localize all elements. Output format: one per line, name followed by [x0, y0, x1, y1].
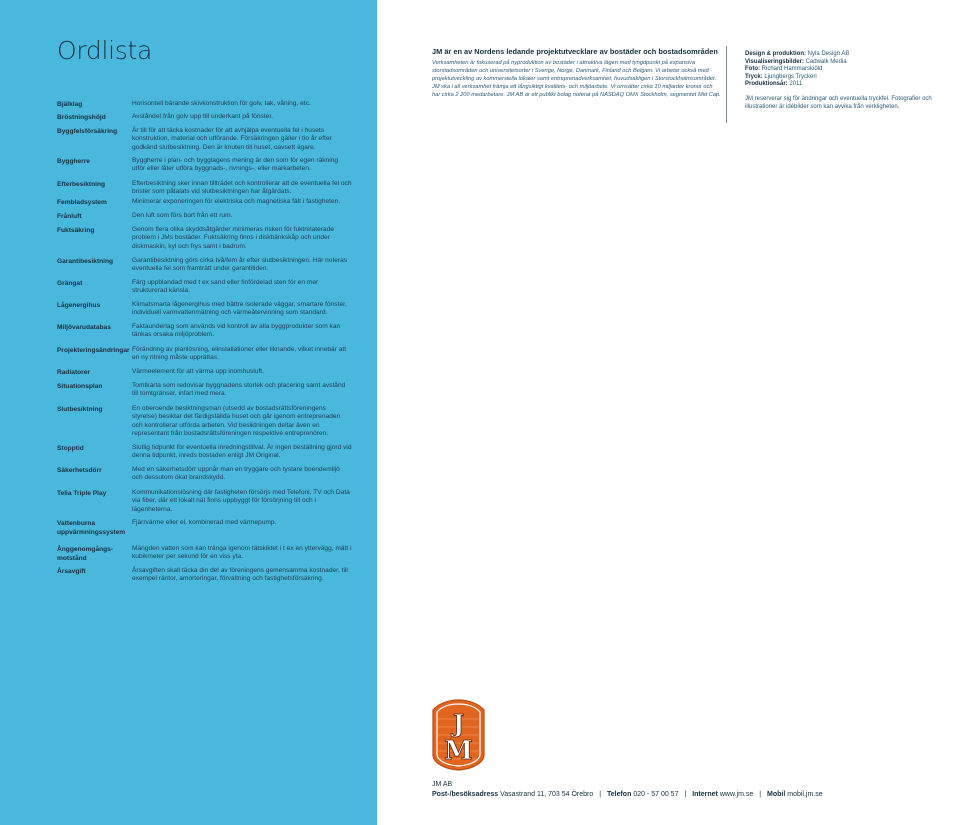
glossary-term: Projekteringsändringar [57, 347, 130, 354]
credit-visual: Visualiseringsbilder: Cadwalk Media [745, 58, 847, 65]
website-link[interactable]: www.jm.se [719, 791, 754, 798]
glossary-definition: Kommunikationslösning där fastigheten försörjs med Telefoni, TV och Data via fiber, där ett lokalt nät finns uppbyggt för försörjning till och i lägenheterna. [132, 489, 350, 513]
glossary-term: Miljövarudatabas [57, 324, 111, 331]
credits-block [745, 51, 935, 111]
credit-design: Design & produktion: Nyla Design AB [745, 51, 850, 57]
glossary-term: Stopptid [57, 445, 84, 452]
glossary-definition: Slutlig tidpunkt för eventuella inredningstillval. Är ingen beställning gjord vid denna tidpunkt, inreds bostaden enligt JM Original. [132, 444, 352, 460]
glossary-term: Efterbesiktning [57, 181, 105, 188]
glossary-definition: En oberoende besiktningsman (utsedd av bostadsrättsföreningens styrelse) besiktar det färdigställda huset och går igenom entreprenaden och kontrollerar utförda arbeten. Vid besiktningen deltar även en representant från bostadsrättsföreningen respektive entreprenören. [132, 405, 341, 437]
company-body: Verksamheten är fokuserad på nyproduktion av bostäder i attraktiva lägen med tyngdpunkt på expansiva storstadsområden och universitetsorter i Sverige, Norge, Danmark, Finland och Belgien. Vi arbetar också med projektutveckling av kommersiella lokaler samt entreprenadverksamhet, huvudsakligen i Storstockholmsområdet. JM ska i all verksamhet främja ett långsiktigt kvalitets- och miljöarbete. Vi omsätter cirka 10 miljarder kronor och har cirka 2 200 medarbetare. JM AB är ett publikt bolag noterat på NASDAQ OMX Stockholm, segmentet Mid Cap. [432, 60, 721, 98]
contact-footer [432, 780, 952, 800]
company-description [432, 47, 722, 100]
glossary-term: Telia Triple Play [57, 490, 107, 497]
glossary-definition: Årsavgiften skall täcka din del av föreningens gemensamma kostnader, till exempel räntor, amorteringar, förvaltning och fastighetsförsäkring. [132, 567, 348, 583]
glossary-definition: Förändring av planlösning, elinstallationer eller liknande, vilket innebär att en ny ritning måste upprättas. [132, 346, 347, 362]
glossary-definition: Värmeelement för att värma upp inomhusluft. [132, 368, 264, 375]
glossary-definition: Avståndet från golv upp till underkant på fönster. [132, 113, 274, 120]
glossary-definition: Faktaunderlag som används vid kontroll av alla byggprodukter som kan tänkas orsaka miljöproblem. [132, 323, 341, 339]
glossary-definition: Garantibesiktning görs cirka två/fem år efter slutbesiktningen. Här noteras eventuella fel som framträtt under garantitiden. [132, 257, 348, 273]
glossary-term: Frånluft [57, 213, 82, 220]
glossary-term: Situationsplan [57, 383, 103, 390]
glossary-definition: Med en säkerhetsdörr uppnår man en tryggare och tystare boendemiljö och dessutom ökat brandskydd. [132, 466, 340, 482]
glossary-term: Bröstningshöjd [57, 114, 106, 121]
footer-company: JM AB [432, 781, 453, 788]
glossary-definition: Fjärrvärme eller el, kombinerad med värmepump. [132, 519, 277, 526]
glossary-term: Grängat [57, 280, 83, 287]
page-title: Ordlista [57, 36, 153, 65]
glossary-definition: Är till för att täcka kostnader för att avhjälpa eventuella fel i husets konstruktion, material och utförande. Försäkringen gäller i tio år efter godkänd slutbesiktning. Den är knuten till huset, oavsett ägare. [132, 127, 332, 151]
company-heading: JM är en av Nordens ledande projektutvecklare av bostäder och bostadsområden [432, 47, 718, 56]
glossary-term: Årsavgift [57, 568, 86, 575]
divider [726, 46, 727, 123]
glossary-term: Fembladsystem [57, 199, 107, 206]
glossary-definition: Efterbesiktning sker innan tillträdet och kontrollerar att de eventuella fel och brister som påtalats vid slutbesiktningen har åtgärdats. [132, 180, 352, 196]
glossary-term: Radiatorer [57, 369, 90, 376]
glossary-term: Fuktsäkring [57, 227, 95, 234]
glossary-term: Byggfelsförsäkring [57, 128, 118, 135]
jm-logo-icon [430, 699, 487, 771]
glossary-definition: Klimatsmarta lågenergihus med bättre isolerade väggar, smartare fönster, individuell varmvattenmätning och värmeåtervinning som standard. [132, 301, 347, 317]
glossary-definition: Färg uppblandad med t ex sand eller finfördelad sten för en mer strukturerad känsla. [132, 279, 319, 295]
glossary-definition: Minimerar exponeringen för elektriska och magnetiska fält i fastigheten. [132, 198, 341, 205]
glossary-term: Bjälklag [57, 101, 83, 108]
glossary-term: Byggherre [57, 158, 90, 165]
glossary-term: Vattenburna uppvärmningssystem [57, 520, 126, 536]
glossary-term: Slutbesiktning [57, 406, 103, 413]
glossary-definition: Den luft som förs bort från ett rum. [132, 212, 233, 219]
logo-letter-j: J [452, 709, 465, 738]
logo-letter-m: M [444, 736, 473, 766]
credit-year: Produktionsår: 2011 [745, 81, 803, 88]
glossary-definition: Genom flera olika skyddsåtgärder minimeras risken för fuktrelaterade problem i JMs bostäder. Fuktsäkring finns i diskbänkskåp och under diskmaskin, kyl och frys samt i badrum. [132, 226, 334, 250]
glossary-definition: Tomtkarta som redovisar byggnadens storlek och placering samt avstånd till tomtgränser, infart med mera. [132, 382, 346, 398]
glossary-definition: Horisontell bärande skivkonstruktion för golv, tak, våning, etc. [132, 100, 311, 107]
credit-photo: Foto: Richard Hammarskiöld [745, 66, 823, 73]
glossary-definition: Mängden vatten som kan tränga igenom tätskiktet i t ex en yttervägg, mätt i kubikmeter per sekund för en viss yta. [132, 545, 352, 561]
disclaimer-note: JM reserverar sig för ändringar och eventuella tryckfel. Fotografier och illustrationer är idébilder som kan avvika från verkligheten. [745, 95, 932, 110]
credit-print: Tryck: Ljungbergs Tryckeri [745, 73, 817, 80]
glossary-term: Ånggenomgångs-motstånd [57, 546, 114, 562]
glossary-term: Garantibesiktning [57, 258, 114, 265]
mobile-site-link[interactable]: mobil.jm.se [787, 791, 823, 798]
glossary-definition: Byggherre i plan- och bygglagens mening är den som för egen räkning utför eller låter utföra byggnads-, rivnings-, eller markarbeten. [132, 157, 338, 173]
glossary-term: Lågenergihus [57, 302, 101, 309]
footer-contact-line: Post-/besöksadress Vasastrand 11, 703 54 Örebro | Telefon 020 - 57 00 57 | Internet www.jm.se | Mobil mobil.jm.se [432, 791, 823, 798]
blue-panel [0, 0, 377, 825]
glossary-term: Säkerhetsdörr [57, 467, 102, 474]
